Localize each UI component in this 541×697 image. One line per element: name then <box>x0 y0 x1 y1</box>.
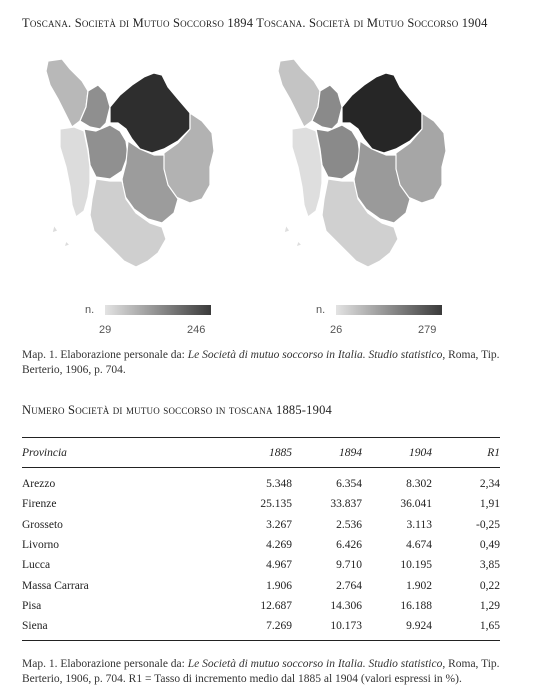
legend-unit-label: n. <box>316 304 326 316</box>
cell-1885: 3.267 <box>266 518 292 531</box>
cell-1904: 36.041 <box>400 498 432 511</box>
table-row <box>22 515 500 535</box>
cell-r1: 0,49 <box>479 539 500 552</box>
cell-1904: 16.188 <box>400 599 432 612</box>
caption-text: , Roma, Tip. Berterio, 1906, p. 704. R1 = Tasso di incremento medio dal 1885 al 1904 (valori espressi in %). <box>22 658 500 685</box>
cell-1904: 4.674 <box>406 539 432 552</box>
cell-provincia: Livorno <box>22 539 60 552</box>
table-row <box>22 616 500 636</box>
cell-1885: 5.348 <box>266 478 292 491</box>
table-caption <box>22 657 517 686</box>
cell-1894: 6.354 <box>336 478 362 491</box>
table-row <box>22 575 500 595</box>
table-header-row <box>22 438 500 467</box>
legend-max-value: 246 <box>187 324 206 336</box>
cell-1885: 7.269 <box>266 620 292 633</box>
table-row <box>22 535 500 555</box>
legend-1894 <box>85 304 225 340</box>
cell-provincia: Massa Carrara <box>22 579 89 592</box>
cell-1904: 10.195 <box>400 559 432 572</box>
cell-r1: 1,29 <box>479 599 500 612</box>
legend-min-value: 29 <box>99 324 112 336</box>
cell-1885: 12.687 <box>260 599 292 612</box>
cell-provincia: Grosseto <box>22 518 63 531</box>
maps-title: Toscana. Società di Mutuo Soccorso 1894 Toscana. Società di Mutuo Soccorso 1904 <box>22 16 488 30</box>
header-1885: 1885 <box>269 447 292 459</box>
header-1904: 1904 <box>409 447 432 459</box>
caption-text: Map. 1. Elaborazione personale da: <box>22 658 188 670</box>
cell-r1: -0,25 <box>476 518 500 531</box>
region-livorno <box>284 127 322 247</box>
cell-1894: 14.306 <box>330 599 362 612</box>
legend-1904 <box>316 304 456 340</box>
caption-source-title: Le Società di mutuo soccorso in Italia. Studio statistico <box>187 658 443 670</box>
cell-1894: 10.173 <box>330 620 362 633</box>
cell-provincia: Arezzo <box>22 478 56 491</box>
societies-table <box>22 437 500 641</box>
table-title: Numero Società di mutuo soccorso in toscana 1885-1904 <box>22 403 332 417</box>
legend-gradient-bar <box>105 305 211 315</box>
region-livorno <box>52 127 90 247</box>
table-row <box>22 468 500 494</box>
header-r1: R1 <box>487 447 500 459</box>
cell-r1: 1,91 <box>479 498 500 511</box>
cell-1894: 2.764 <box>336 579 362 592</box>
table-row <box>22 555 500 575</box>
cell-1885: 4.269 <box>266 539 292 552</box>
cell-1904: 8.302 <box>406 478 432 491</box>
map-caption <box>22 348 512 377</box>
legend-max-value: 279 <box>418 324 437 336</box>
cell-provincia: Pisa <box>22 599 42 612</box>
cell-provincia: Lucca <box>22 559 51 572</box>
cell-1904: 1.902 <box>406 579 432 592</box>
cell-r1: 3,85 <box>479 559 500 572</box>
tuscany-map-1894 <box>40 55 230 275</box>
cell-1885: 1.906 <box>266 579 292 592</box>
table-row <box>22 596 500 616</box>
cell-r1: 1,65 <box>479 620 500 633</box>
cell-1894: 9.710 <box>336 559 362 572</box>
legend-gradient-bar <box>336 305 442 315</box>
tuscany-map-1904 <box>272 55 462 275</box>
legend-unit-label: n. <box>85 304 95 316</box>
cell-1894: 2.536 <box>336 518 362 531</box>
caption-text: , Roma, Tip. Berterio, 1906, p. 704. <box>22 349 500 376</box>
cell-provincia: Siena <box>22 620 48 633</box>
cell-1885: 25.135 <box>260 498 292 511</box>
caption-source-title: Le Società di mutuo soccorso in Italia. Studio statistico <box>187 349 443 361</box>
cell-1894: 33.837 <box>330 498 362 511</box>
region-pisa <box>316 125 360 179</box>
table-row <box>22 494 500 514</box>
header-1894: 1894 <box>339 447 362 459</box>
cell-1885: 4.967 <box>266 559 292 572</box>
legend-min-value: 26 <box>330 324 343 336</box>
cell-provincia: Firenze <box>22 498 57 511</box>
header-provincia: Provincia <box>22 447 67 459</box>
cell-1904: 3.113 <box>406 518 432 531</box>
cell-1894: 6.426 <box>336 539 362 552</box>
cell-r1: 2,34 <box>479 478 500 491</box>
cell-1904: 9.924 <box>406 620 432 633</box>
cell-r1: 0,22 <box>479 579 500 592</box>
caption-text: Map. 1. Elaborazione personale da: <box>22 349 188 361</box>
